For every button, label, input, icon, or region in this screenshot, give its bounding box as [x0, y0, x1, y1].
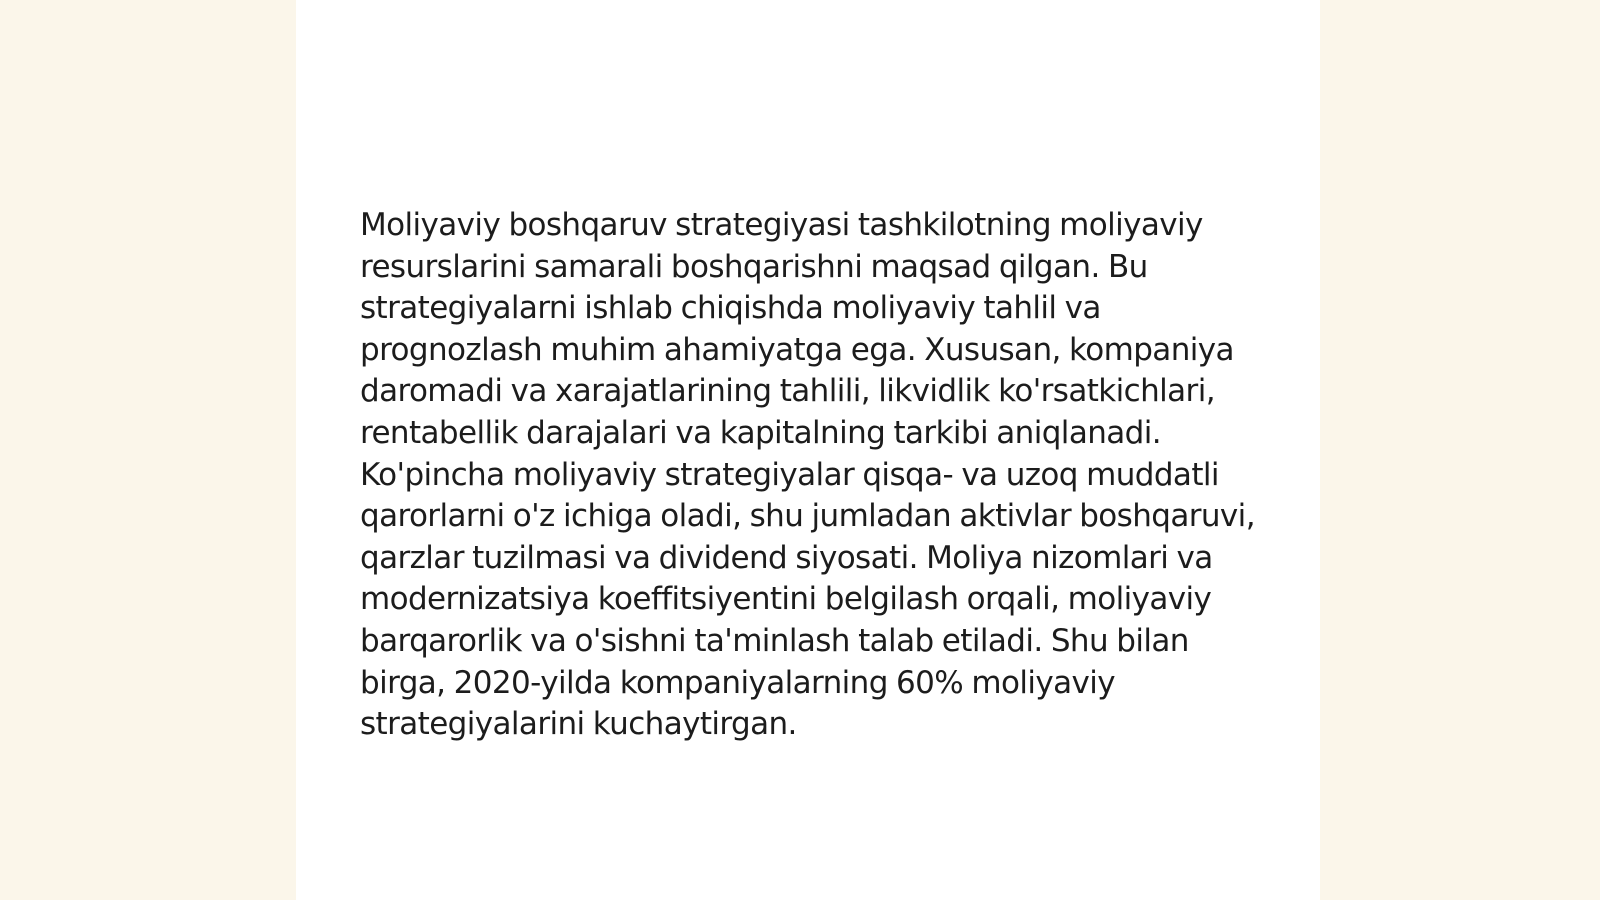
- document-page: [296, 0, 1320, 900]
- body-paragraph: Moliyaviy boshqaruv strategiyasi tashkilotning moliyaviy resurslarini samarali boshqarishni maqsad qilgan. Bu strategiyalarni ishlab chiqishda moliyaviy tahlil va prognozlash muhim ahamiyatga ega. Xususan, kompaniya daromadi va xarajatlarining tahlili, likvidlik ko'rsatkichlari, rentabellik darajalari va kapitalning tarkibi aniqlanadi. Ko'pincha moliyaviy strategiyalar qisqa- va uzoq muddatli qarorlarni o'z ichiga oladi, shu jumladan aktivlar boshqaruvi, qarzlar tuzilmasi va dividend siyosati. Moliya nizomlari va modernizatsiya koeffitsiyentini belgilash orqali, moliyaviy barqarorlik va o'sishni ta'minlash talab etiladi. Shu bilan birga, 2020-yilda kompaniyalarning 60% moliyaviy strategiyalarini kuchaytirgan.: [360, 207, 1255, 743]
